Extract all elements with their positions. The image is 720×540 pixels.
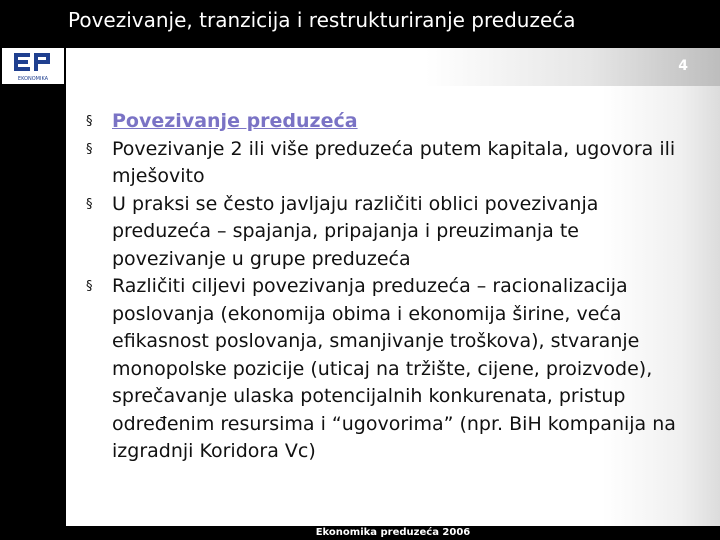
- content-area: [66, 86, 720, 526]
- logo-subtext: EKONOMIKA: [17, 76, 49, 82]
- logo-icon: [2, 48, 64, 84]
- bullet-text: U praksi se često javljaju različiti oblici povezivanja preduzeća – spajanja, pripajanja i preuzimanja te povezivanje u grupe preduzeća: [112, 192, 599, 270]
- slide-title: Povezivanje, tranzicija i restrukturiranje preduzeća: [68, 8, 576, 32]
- bullet-list: [86, 108, 686, 466]
- bullet-text: Različiti ciljevi povezivanja preduzeća – racionalizacija poslovanja (ekonomija obima i ekonomija širine, veća efikasnost poslovanja, smanjivanje troškova), stvaranje monopolske pozicije (uticaj na tržište, cijene, proizvode), sprečavanje ulaska potencijalnih konkurenata, pristup određenim resursima i “ugovorima” (npr. BiH kompanija na izgradnji Koridora Vc): [112, 275, 676, 462]
- bullet-item: [86, 191, 686, 274]
- footer-text: Ekonomika preduzeća 2006: [315, 527, 471, 538]
- bullet-marker: §: [86, 114, 93, 129]
- bullet-item: [86, 108, 686, 136]
- page-number: 4: [678, 58, 688, 74]
- left-strip: [0, 46, 66, 540]
- bullet-text: Povezivanje 2 ili više preduzeća putem kapitala, ugovora ili mješovito: [112, 137, 676, 187]
- topic-heading-link[interactable]: Povezivanje preduzeća: [112, 110, 358, 132]
- bullet-marker: §: [86, 279, 93, 294]
- title-bar: [0, 0, 720, 46]
- logo: [2, 48, 64, 84]
- bullet-marker: §: [86, 141, 93, 157]
- bullet-item: [86, 136, 686, 191]
- header-bar: [66, 48, 720, 86]
- bullet-item: [86, 273, 686, 466]
- bullet-marker: §: [86, 196, 93, 212]
- footer: [66, 526, 720, 540]
